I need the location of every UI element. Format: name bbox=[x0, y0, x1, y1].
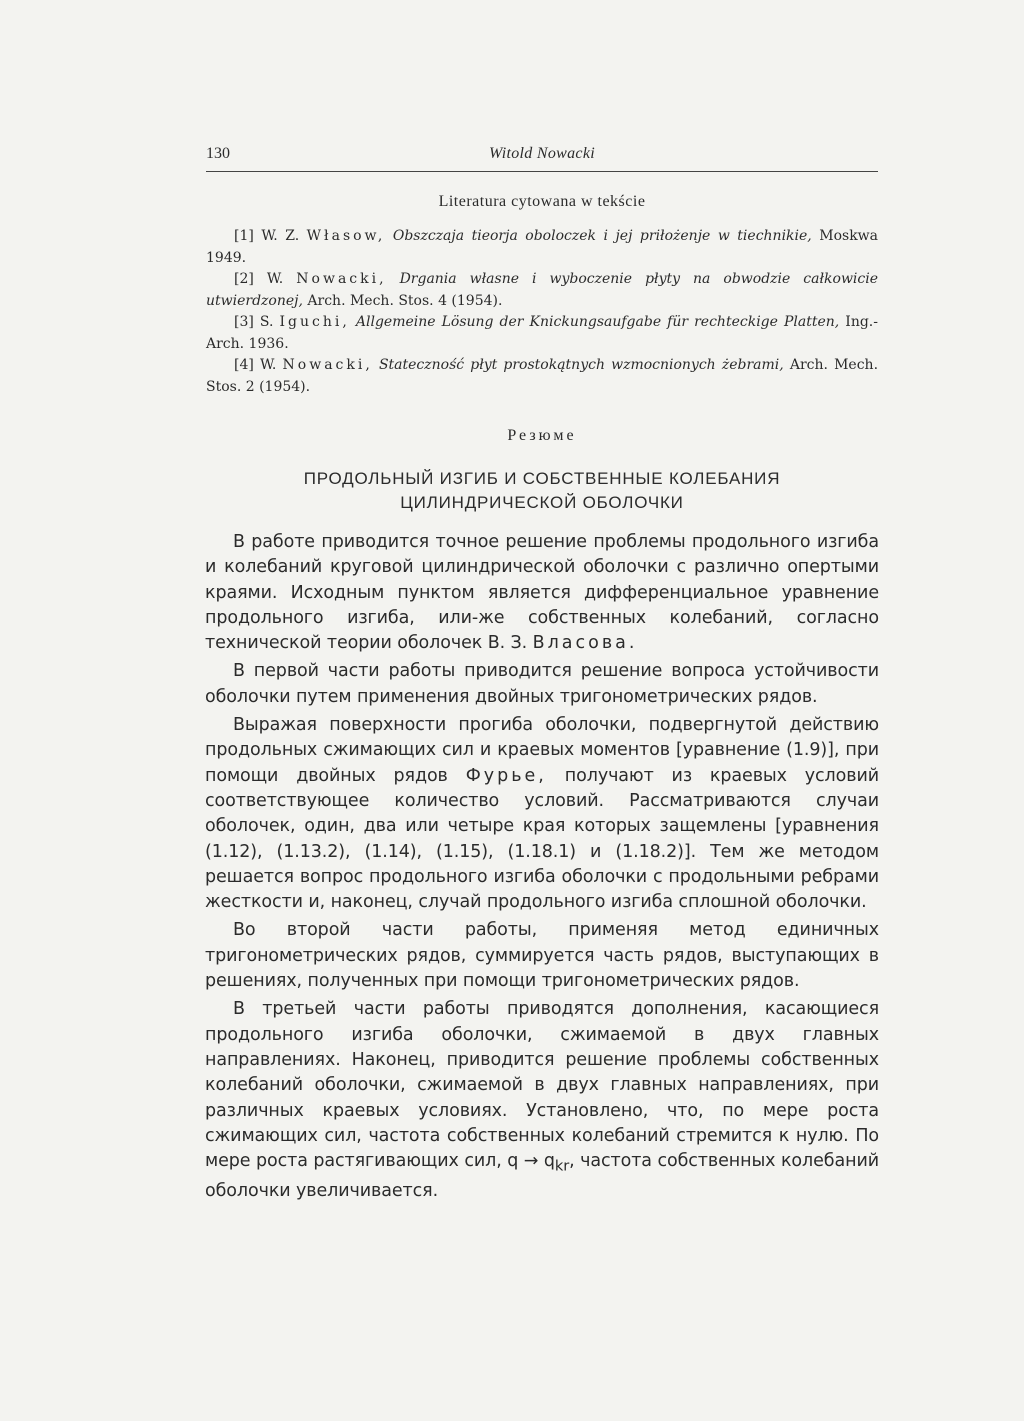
running-head: Witold Nowacki bbox=[489, 145, 595, 162]
page-number: 130 bbox=[206, 145, 230, 162]
page-header bbox=[206, 143, 878, 172]
literature-title: Literatura cytowana w tekście bbox=[438, 193, 646, 210]
resume-title-line-1: ПРОДОЛЬНЫЙ ИЗГИБ И СОБСТВЕННЫЕ КОЛЕБАНИЯ bbox=[303, 469, 781, 488]
paragraph: В первой части работы приводится решение вопроса устойчивости оболочки путем применения двойных тригонометрических рядов. bbox=[205, 661, 879, 707]
reference-item: [4] W. Nowacki, Stateczność płyt prostokątnych wzmocnionych żebrami, Arch. Mech. Stos. 2 (1954). bbox=[206, 357, 879, 395]
reference-item: [2] W. Nowacki, Drgania własne i wyboczenie płyty na obwodzie całkowicie utwierdzonej, Arch. Mech. Stos. 4 (1954). bbox=[206, 271, 879, 309]
formula-subscript: kr bbox=[554, 1157, 570, 1175]
paragraph: Во второй части работы, применяя метод единичных тригонометрических рядов, суммируется часть рядов, выступающих в решениях, полученных при помощи тригонометрических рядов. bbox=[205, 920, 879, 992]
reference-list bbox=[206, 226, 878, 398]
resume-body bbox=[205, 530, 879, 1207]
resume-heading: Резюме bbox=[507, 427, 577, 444]
reference-item: [3] S. Iguchi, Allgemeine Lösung der Knickungsaufgabe für rechteckige Platten, Ing.-Arch. 1936. bbox=[206, 314, 878, 352]
resume-title-line-2: ЦИЛИНДРИЧЕСКОЙ ОБОЛОЧКИ bbox=[400, 493, 684, 512]
formula: q → q bbox=[507, 1151, 555, 1172]
resume-title bbox=[230, 467, 854, 515]
paragraph: В работе приводится точное решение проблемы продольного изгиба и колебаний круговой цилиндрической оболочки с различно опертыми краями. Исходным пунктом является дифференциальное уравнение продольного изгиба, или-же собственных колебаний, согласно технической теории оболочек В. З. Власова. bbox=[205, 532, 879, 654]
paragraph: Выражая поверхности прогиба оболочки, подвергнутой действию продольных сжимающих сил и краевых моментов [уравнение (1.9)], при помощи двойных рядов Фурье, получают из краевых условий соответствующее количество условий. Рассматриваются случаи оболочек, один, два или четыре края которых защемлены [уравнения (1.12), (1.13.2), (1.14), (1.15), (1.18.1) и (1.18.2)]. Тем же методом решается вопрос продольного изгиба оболочки с продольными ребрами жесткости и, наконец, случай продольного изгиба сплошной оболочки. bbox=[205, 715, 880, 913]
paragraph: В третьей части работы приводятся дополнения, касающиеся продольного изгиба оболочки, сжимаемой в двух главных направлениях. Наконец, приводится решение проблемы собственных колебаний оболочки, сжимаемой в двух главных направлениях, при различных краевых условиях. Установлено, что, по мере роста сжимающих сил, частота собственных колебаний стремится к нулю. По мере роста растягивающих сил, $q \to q_{kr}$, частота собственных колебаний оболочки увеличивается. bbox=[205, 999, 879, 1201]
reference-item: [1] W. Z. Własow, Obszczaja tieorja oboloczek i jej priłożenje w tiechnikie, Moskwa 1949. bbox=[206, 228, 879, 266]
